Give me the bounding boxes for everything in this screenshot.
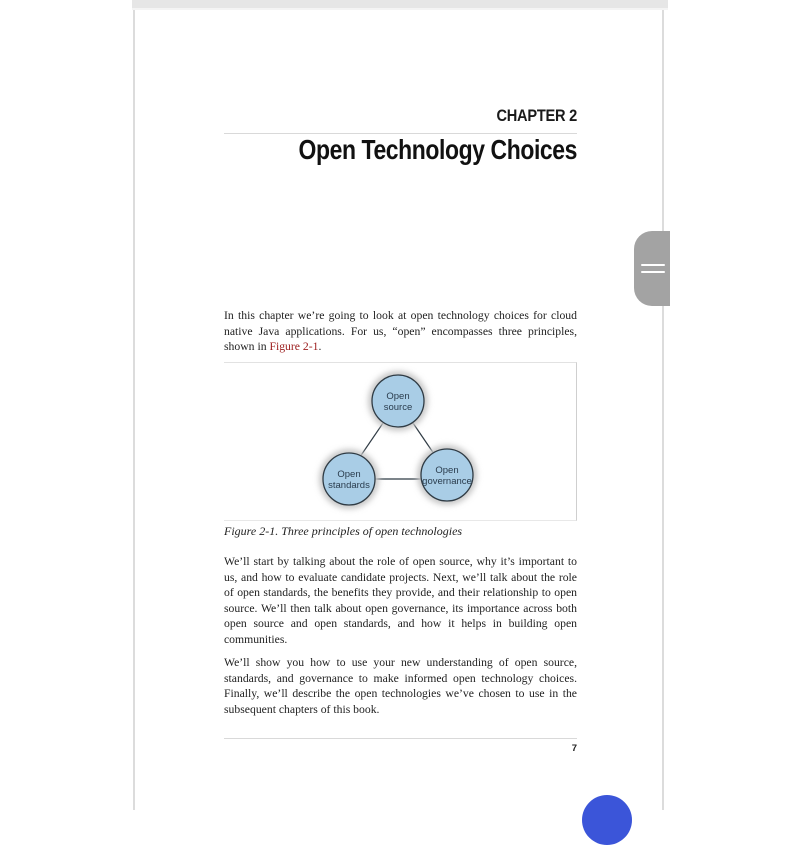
node-open-standards	[319, 449, 379, 509]
node-open-governance	[417, 445, 477, 505]
scroll-handle[interactable]	[634, 231, 670, 306]
floating-action-button[interactable]	[582, 795, 632, 845]
intro-paragraph	[224, 308, 577, 355]
chapter-label: CHAPTER 2	[496, 106, 577, 125]
figure-reference-link[interactable]: Figure 2-1	[269, 340, 319, 354]
body-paragraph-1: We’ll start by talking about the role of open source, why it’s important to us, and how to evaluate candidate projects. Next, we’ll talk about the role of open standards, the benefits they provide, and their relationship to open source. We’ll then talk about open governance, its importance across both open source and open standards, and how it helps in building open communities.	[224, 555, 577, 646]
intro-end: .	[318, 340, 322, 354]
footer-rule	[224, 738, 577, 739]
node-source-line-2: source	[383, 402, 413, 413]
node-governance-line-2: governance	[422, 476, 472, 487]
node-source-line-1: Open	[386, 391, 410, 402]
node-standards-line-1: Open	[337, 469, 361, 480]
principles-diagram	[224, 363, 577, 522]
chapter-title: Open Technology Choices	[298, 134, 577, 165]
viewer-top-bar	[132, 0, 668, 8]
node-standards-line-2: standards	[328, 480, 370, 491]
body-paragraph-2: We’ll show you how to use your new understanding of open source, standards, and governance to make informed open technology choices. Finally, we’ll describe the open technologies we’ve chosen to use in the subsequent chapters of this book.	[224, 656, 577, 716]
figure-caption: Figure 2-1. Three principles of open technologies	[224, 524, 463, 538]
page-number: 7	[571, 743, 577, 754]
node-governance-line-1: Open	[435, 465, 459, 476]
intro-text: In this chapter we’re going to look at open technology choices for cloud native Java applications. For us, “open” encompasses three principles, shown in	[224, 309, 577, 354]
node-open-source	[368, 371, 428, 431]
figure-2-1	[224, 362, 577, 521]
